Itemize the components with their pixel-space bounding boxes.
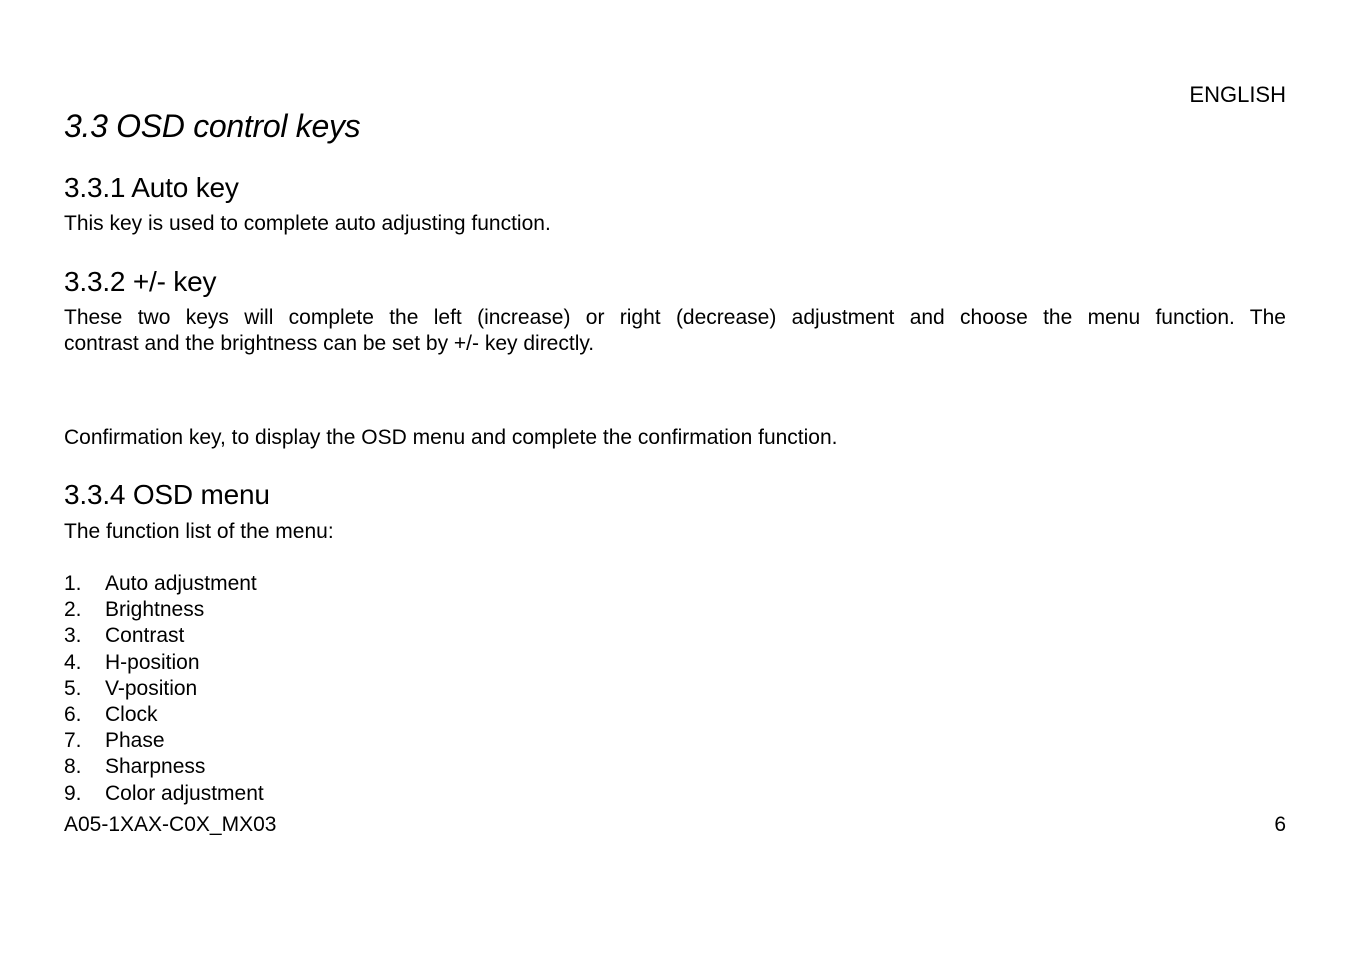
language-label: ENGLISH bbox=[1189, 82, 1286, 107]
list-item-number: 5. bbox=[64, 676, 82, 700]
list-item bbox=[64, 676, 264, 702]
list-item-number: 2. bbox=[64, 598, 82, 622]
list-item-label: Brightness bbox=[105, 598, 205, 622]
list-item-label: H-position bbox=[105, 650, 200, 674]
list-item bbox=[64, 702, 264, 728]
list-item bbox=[64, 597, 264, 623]
list-item-label: Clock bbox=[105, 702, 158, 726]
list-item-label: Contrast bbox=[105, 624, 185, 648]
list-item-number: 3. bbox=[64, 624, 82, 648]
list-item-label: V-position bbox=[105, 676, 198, 700]
confirmation-key-text: Confirmation key, to display the OSD menu and complete the confirmation function. bbox=[64, 426, 838, 449]
section-title: 3.3 OSD control keys bbox=[64, 108, 361, 144]
plus-minus-key-heading: 3.3.2 +/- key bbox=[64, 266, 217, 297]
list-item bbox=[64, 571, 264, 597]
plus-minus-key-text bbox=[64, 305, 1286, 357]
page-number: 6 bbox=[1274, 813, 1286, 836]
plus-minus-key-text-line1: These two keys will complete the left (increase) or right (decrease) adjustment and choose the menu function. The bbox=[64, 306, 1286, 329]
osd-menu-function-list bbox=[64, 571, 264, 807]
list-item-label: Phase bbox=[105, 729, 165, 753]
auto-key-text: This key is used to complete auto adjusting function. bbox=[64, 212, 551, 235]
list-item-label: Color adjustment bbox=[105, 781, 264, 805]
list-item-number: 6. bbox=[64, 702, 82, 726]
osd-menu-heading: 3.3.4 OSD menu bbox=[64, 479, 270, 510]
list-item-number: 8. bbox=[64, 755, 82, 779]
list-item-number: 4. bbox=[64, 650, 82, 674]
document-code: A05-1XAX-C0X_MX03 bbox=[64, 813, 277, 836]
auto-key-heading: 3.3.1 Auto key bbox=[64, 172, 239, 203]
list-item bbox=[64, 728, 264, 754]
plus-minus-key-text-line2: contrast and the brightness can be set by +/- key directly. bbox=[64, 332, 595, 355]
list-item-number: 7. bbox=[64, 729, 82, 753]
list-item bbox=[64, 754, 264, 780]
list-item bbox=[64, 650, 264, 676]
list-item-number: 1. bbox=[64, 572, 82, 595]
list-item-label: Sharpness bbox=[105, 755, 206, 779]
list-item-number: 9. bbox=[64, 781, 82, 805]
list-item-label: Auto adjustment bbox=[105, 572, 257, 595]
list-item bbox=[64, 623, 264, 649]
osd-menu-intro: The function list of the menu: bbox=[64, 520, 334, 543]
list-item bbox=[64, 781, 264, 807]
